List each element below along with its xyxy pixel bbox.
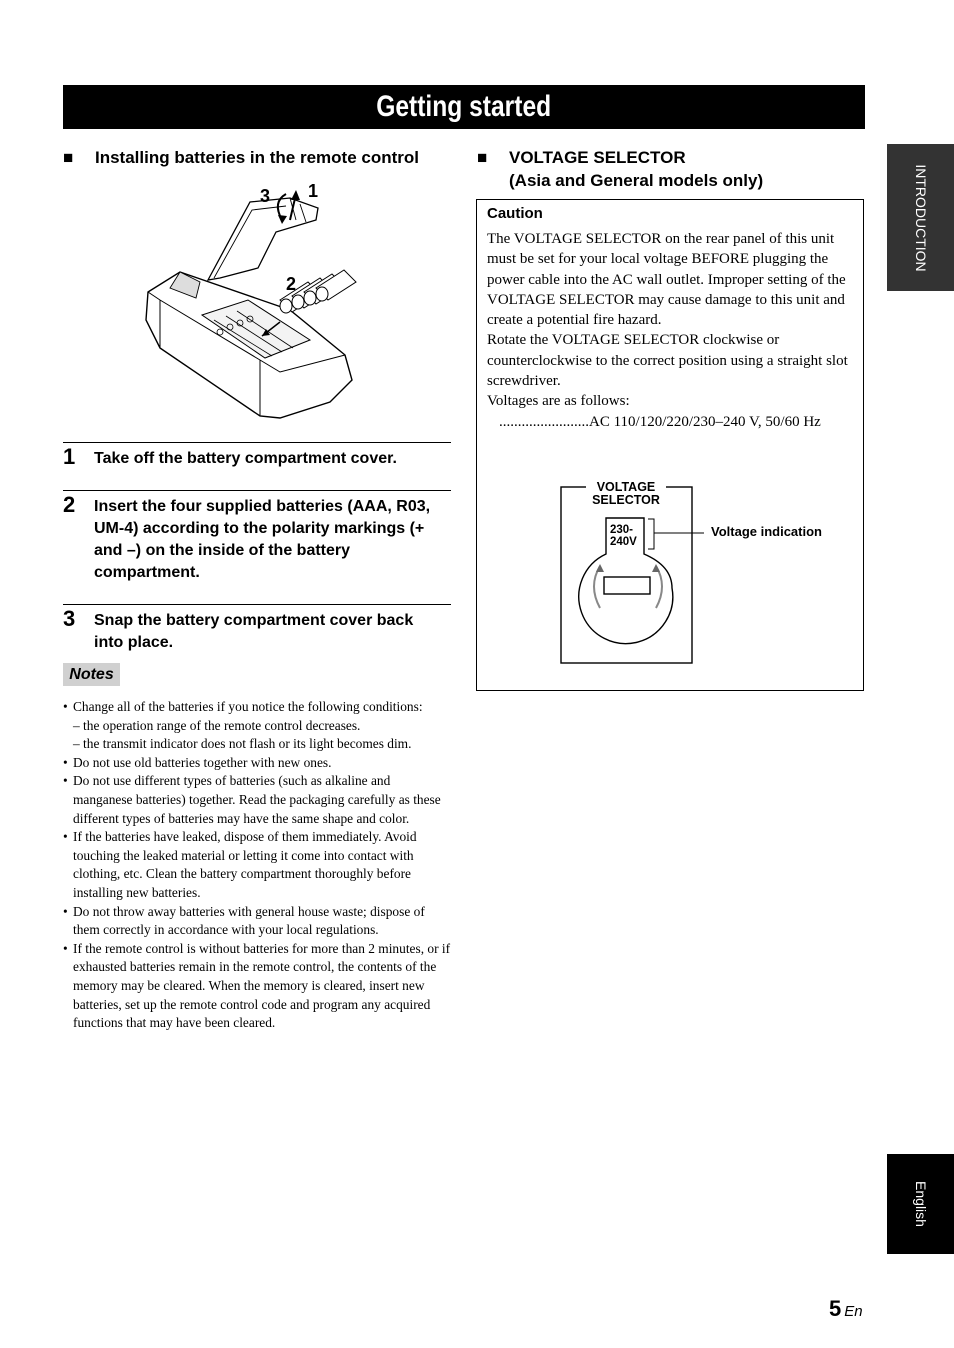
note-item — [63, 903, 453, 940]
note-text: Change all of the batteries if you notice the following conditions: — [73, 699, 423, 714]
caution-title: Caution — [487, 205, 543, 222]
voltage-heading-line1: VOLTAGE SELECTOR — [509, 148, 686, 167]
step-text: Take off the battery compartment cover. — [94, 450, 397, 467]
step-divider — [63, 490, 451, 491]
page-title-bar — [63, 85, 865, 129]
page-title: Getting started — [376, 90, 552, 123]
section-tab-introduction — [887, 144, 954, 291]
voltage-value-line1: 230- — [610, 524, 634, 536]
note-text: If the remote control is without batteries for more than 2 minutes, or if exhausted batteries remain in the remote control, the contents of the memory may be cleared. When the memory is cleared, insert new batteries, set up the remote control code and program any acquired functions that may have been cleared. — [73, 940, 451, 1031]
step-divider — [63, 442, 451, 443]
caution-body — [487, 229, 859, 432]
step-divider — [63, 604, 451, 605]
step-number: 3 — [63, 606, 76, 631]
voltage-section-heading — [477, 146, 867, 192]
battery-section-heading — [63, 146, 453, 169]
battery-heading-text: Installing batteries in the remote control — [95, 148, 419, 167]
step-text: Insert the four supplied batteries (AAA, R03, UM-4) according to the polarity markings (+ and –) on the inside of the battery compartment. — [94, 498, 431, 581]
page-number-value: 5 — [829, 1296, 842, 1321]
note-item — [63, 754, 453, 773]
caution-paragraph: Voltages are as follows: — [487, 393, 630, 410]
note-text: Do not use different types of batteries (such as alkaline and manganese batteries) together. Read the packaging carefully as these different types of batteries may have the same shape and color. — [73, 773, 441, 826]
section-tab-label: INTRODUCTION — [912, 163, 929, 272]
note-item — [63, 772, 453, 828]
voltage-selector-label-line2: SELECTOR — [592, 493, 660, 507]
voltage-indication-callout: Voltage indication — [711, 524, 822, 539]
notes-label: Notes — [63, 663, 120, 686]
caution-paragraph: Rotate the VOLTAGE SELECTOR clockwise or counterclockwise to the correct position using a straight slot screwdriver. — [487, 332, 848, 390]
note-subitem: – the operation range of the remote control decreases. — [73, 717, 361, 733]
voltage-selector-diagram — [560, 480, 693, 664]
note-item — [63, 940, 453, 1033]
note-item — [63, 698, 453, 754]
step-number: 1 — [63, 444, 76, 469]
step-text: Snap the battery compartment cover back into place. — [94, 612, 414, 651]
language-tab-label: English — [912, 1181, 929, 1227]
step-number: 2 — [63, 492, 76, 517]
heading-square-icon: ■ — [63, 148, 74, 167]
remote-battery-illustration — [140, 180, 370, 430]
note-item — [63, 828, 453, 902]
notes-list — [63, 698, 453, 1033]
voltage-heading-line2: (Asia and General models only) — [509, 171, 764, 190]
voltages-line: ........................AC 110/120/220/230–240 V, 50/60 Hz — [499, 413, 821, 430]
note-text: Do not use old batteries together with new ones. — [73, 754, 332, 770]
note-subitem: – the transmit indicator does not flash or its light becomes dim. — [73, 736, 412, 752]
note-text: Do not throw away batteries with general house waste; dispose of them correctly in accordance with your local regulations. — [73, 903, 425, 938]
caution-paragraph: The VOLTAGE SELECTOR on the rear panel of this unit must be set for your local voltage BEFORE plugging the power cable into the AC wall outlet. Improper setting of the VOLTAGE SELECTOR may cause damage to this unit and create a potential fire hazard. — [487, 231, 846, 329]
illustration-label-1: 1 — [308, 181, 319, 201]
voltage-value-line2: 240V — [610, 536, 637, 548]
illustration-label-3: 3 — [260, 186, 271, 206]
illustration-label-2: 2 — [286, 274, 297, 294]
note-text: If the batteries have leaked, dispose of them immediately. Avoid touching the leaked material or letting it come into contact with clothing, etc. Clean the battery compartment thoroughly before installing new batteries. — [73, 829, 417, 900]
heading-square-icon: ■ — [477, 148, 488, 167]
voltage-selector-label-line1: VOLTAGE — [596, 480, 656, 494]
voltage-selector-label — [586, 481, 666, 507]
page-number — [829, 1296, 863, 1322]
page-language-code: En — [844, 1303, 863, 1320]
voltage-value-indicator — [610, 524, 646, 548]
language-tab — [887, 1154, 954, 1254]
